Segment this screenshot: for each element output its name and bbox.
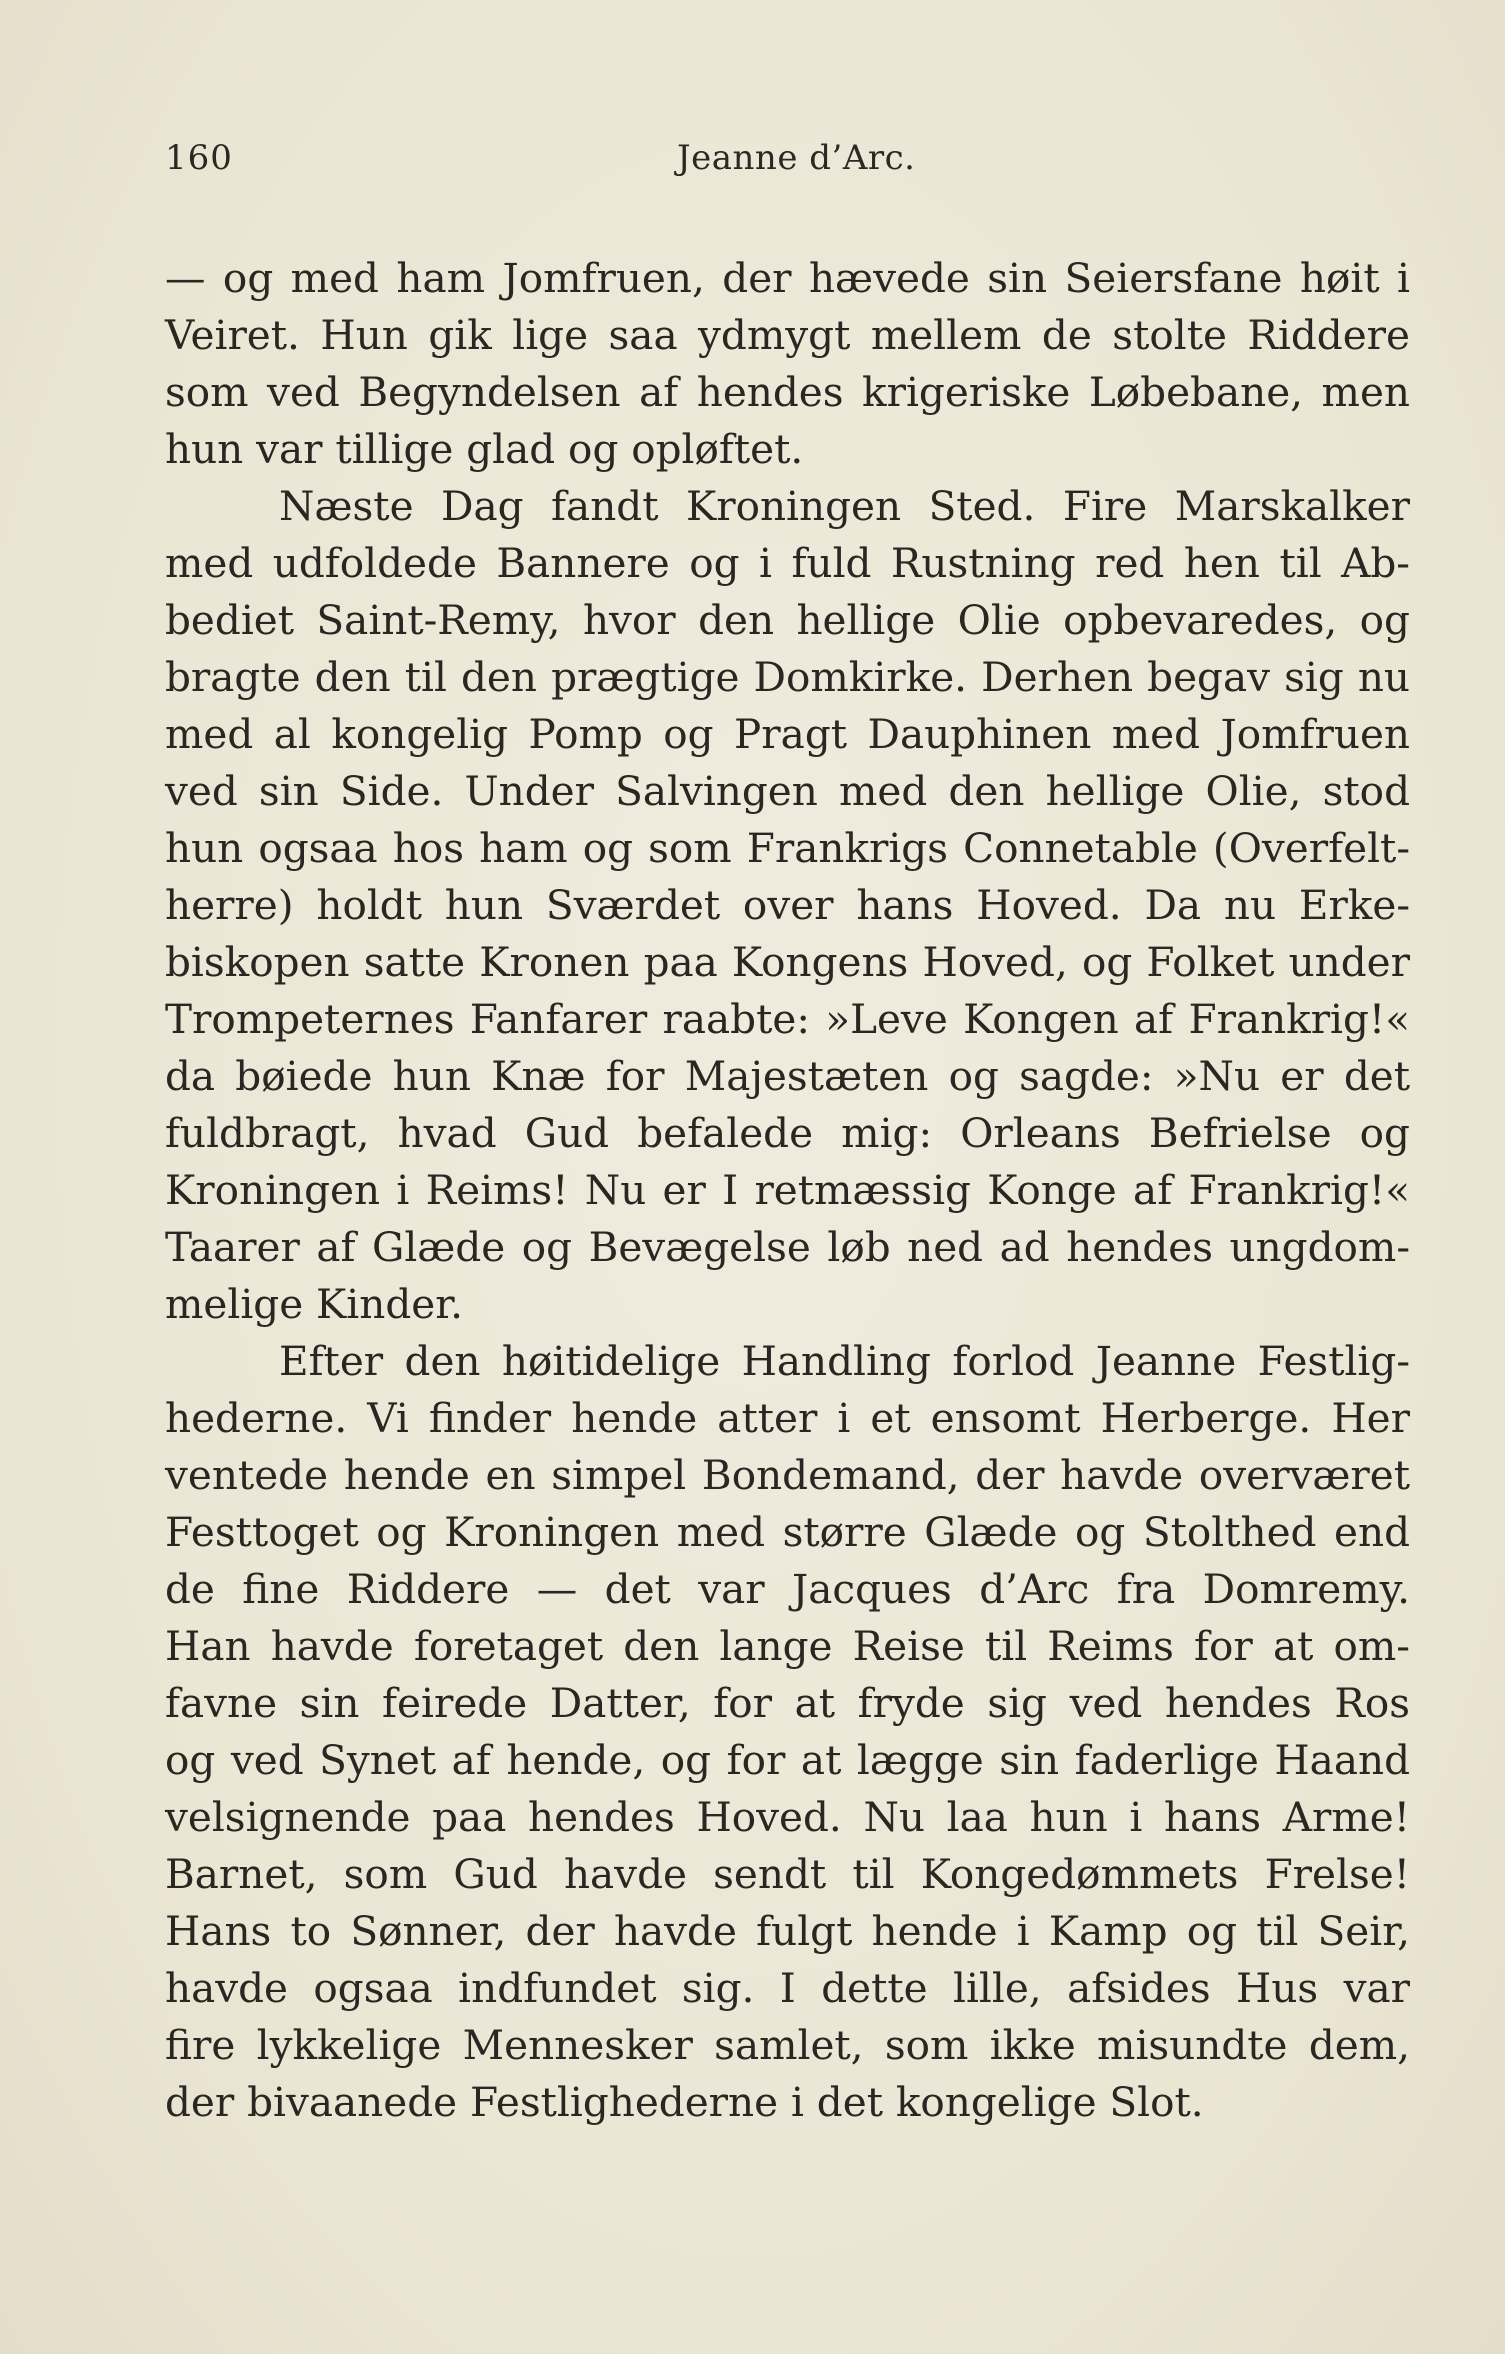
text-line: favne sin feirede Datter, for at fryde sig ved hendes Ros bbox=[165, 1679, 1410, 1727]
text-line: velsignende paa hendes Hoved. Nu laa hun i hans Arme! bbox=[165, 1793, 1410, 1841]
text-line: havde ogsaa indfundet sig. I dette lille, afsides Hus var bbox=[165, 1964, 1410, 2012]
text-line: Trompeternes Fanfarer raabte: »Leve Kongen af Frankrig!« bbox=[165, 995, 1410, 1043]
paragraph bbox=[165, 250, 1410, 478]
text-line: hederne. Vi finder hende atter i et ensomt Herberge. Her bbox=[165, 1394, 1410, 1442]
text-line: bragte den til den prægtige Domkirke. Derhen begav sig nu bbox=[165, 653, 1410, 701]
text-line: bediet Saint-Remy, hvor den hellige Olie opbevaredes, og bbox=[165, 596, 1410, 644]
text-line: Veiret. Hun gik lige saa ydmygt mellem de stolte Riddere bbox=[165, 311, 1410, 359]
text-line: biskopen satte Kronen paa Kongens Hoved, og Folket under bbox=[165, 938, 1410, 986]
text-line: fire lykkelige Mennesker samlet, som ikke misundte dem, bbox=[165, 2021, 1410, 2069]
text-line: herre) holdt hun Sværdet over hans Hoved. Da nu Erke- bbox=[165, 881, 1410, 929]
text-line: melige Kinder. bbox=[165, 1280, 464, 1328]
paragraph bbox=[165, 478, 1410, 1333]
text-line: Efter den høitidelige Handling forlod Jeanne Festlig- bbox=[279, 1337, 1410, 1385]
text-line: Barnet, som Gud havde sendt til Kongedømmets Frelse! bbox=[165, 1850, 1410, 1898]
text-line: de fine Riddere — det var Jacques d’Arc fra Domremy. bbox=[165, 1565, 1410, 1613]
text-line: der bivaanede Festlighederne i det kongelige Slot. bbox=[165, 2078, 1204, 2126]
text-line: Hans to Sønner, der havde fulgt hende i Kamp og til Seir, bbox=[165, 1907, 1410, 1955]
running-title: Jeanne d’Arc. bbox=[677, 138, 916, 178]
text-line: Taarer af Glæde og Bevægelse løb ned ad hendes ungdom- bbox=[165, 1223, 1410, 1271]
text-line: som ved Begyndelsen af hendes krigeriske Løbebane, men bbox=[165, 368, 1410, 416]
page-number: 160 bbox=[165, 138, 233, 178]
text-line: Festtoget og Kroningen med større Glæde og Stolthed end bbox=[165, 1508, 1410, 1556]
text-line: Han havde foretaget den lange Reise til Reims for at om- bbox=[165, 1622, 1410, 1670]
text-line: med al kongelig Pomp og Pragt Dauphinen med Jomfruen bbox=[165, 710, 1410, 758]
text-line: med udfoldede Bannere og i fuld Rustning red hen til Ab- bbox=[165, 539, 1410, 587]
text-line: hun ogsaa hos ham og som Frankrigs Connetable (Overfelt- bbox=[165, 824, 1410, 872]
text-line: ved sin Side. Under Salvingen med den hellige Olie, stod bbox=[165, 767, 1410, 815]
text-line: da bøiede hun Knæ for Majestæten og sagde: »Nu er det bbox=[165, 1052, 1410, 1100]
paragraph bbox=[165, 1333, 1410, 2131]
text-line: — og med ham Jomfruen, der hævede sin Seiersfane høit i bbox=[165, 254, 1410, 302]
page-header bbox=[165, 138, 1410, 198]
text-line: fuldbragt, hvad Gud befalede mig: Orleans Befrielse og bbox=[165, 1109, 1410, 1157]
text-line: hun var tillige glad og opløftet. bbox=[165, 425, 804, 473]
body-text bbox=[165, 250, 1410, 2131]
text-line: Kroningen i Reims! Nu er I retmæssig Konge af Frankrig!« bbox=[165, 1166, 1410, 1214]
text-line: Næste Dag fandt Kroningen Sted. Fire Marskalker bbox=[279, 482, 1410, 530]
text-line: ventede hende en simpel Bondemand, der havde overværet bbox=[165, 1451, 1410, 1499]
text-line: og ved Synet af hende, og for at lægge sin faderlige Haand bbox=[165, 1736, 1410, 1784]
